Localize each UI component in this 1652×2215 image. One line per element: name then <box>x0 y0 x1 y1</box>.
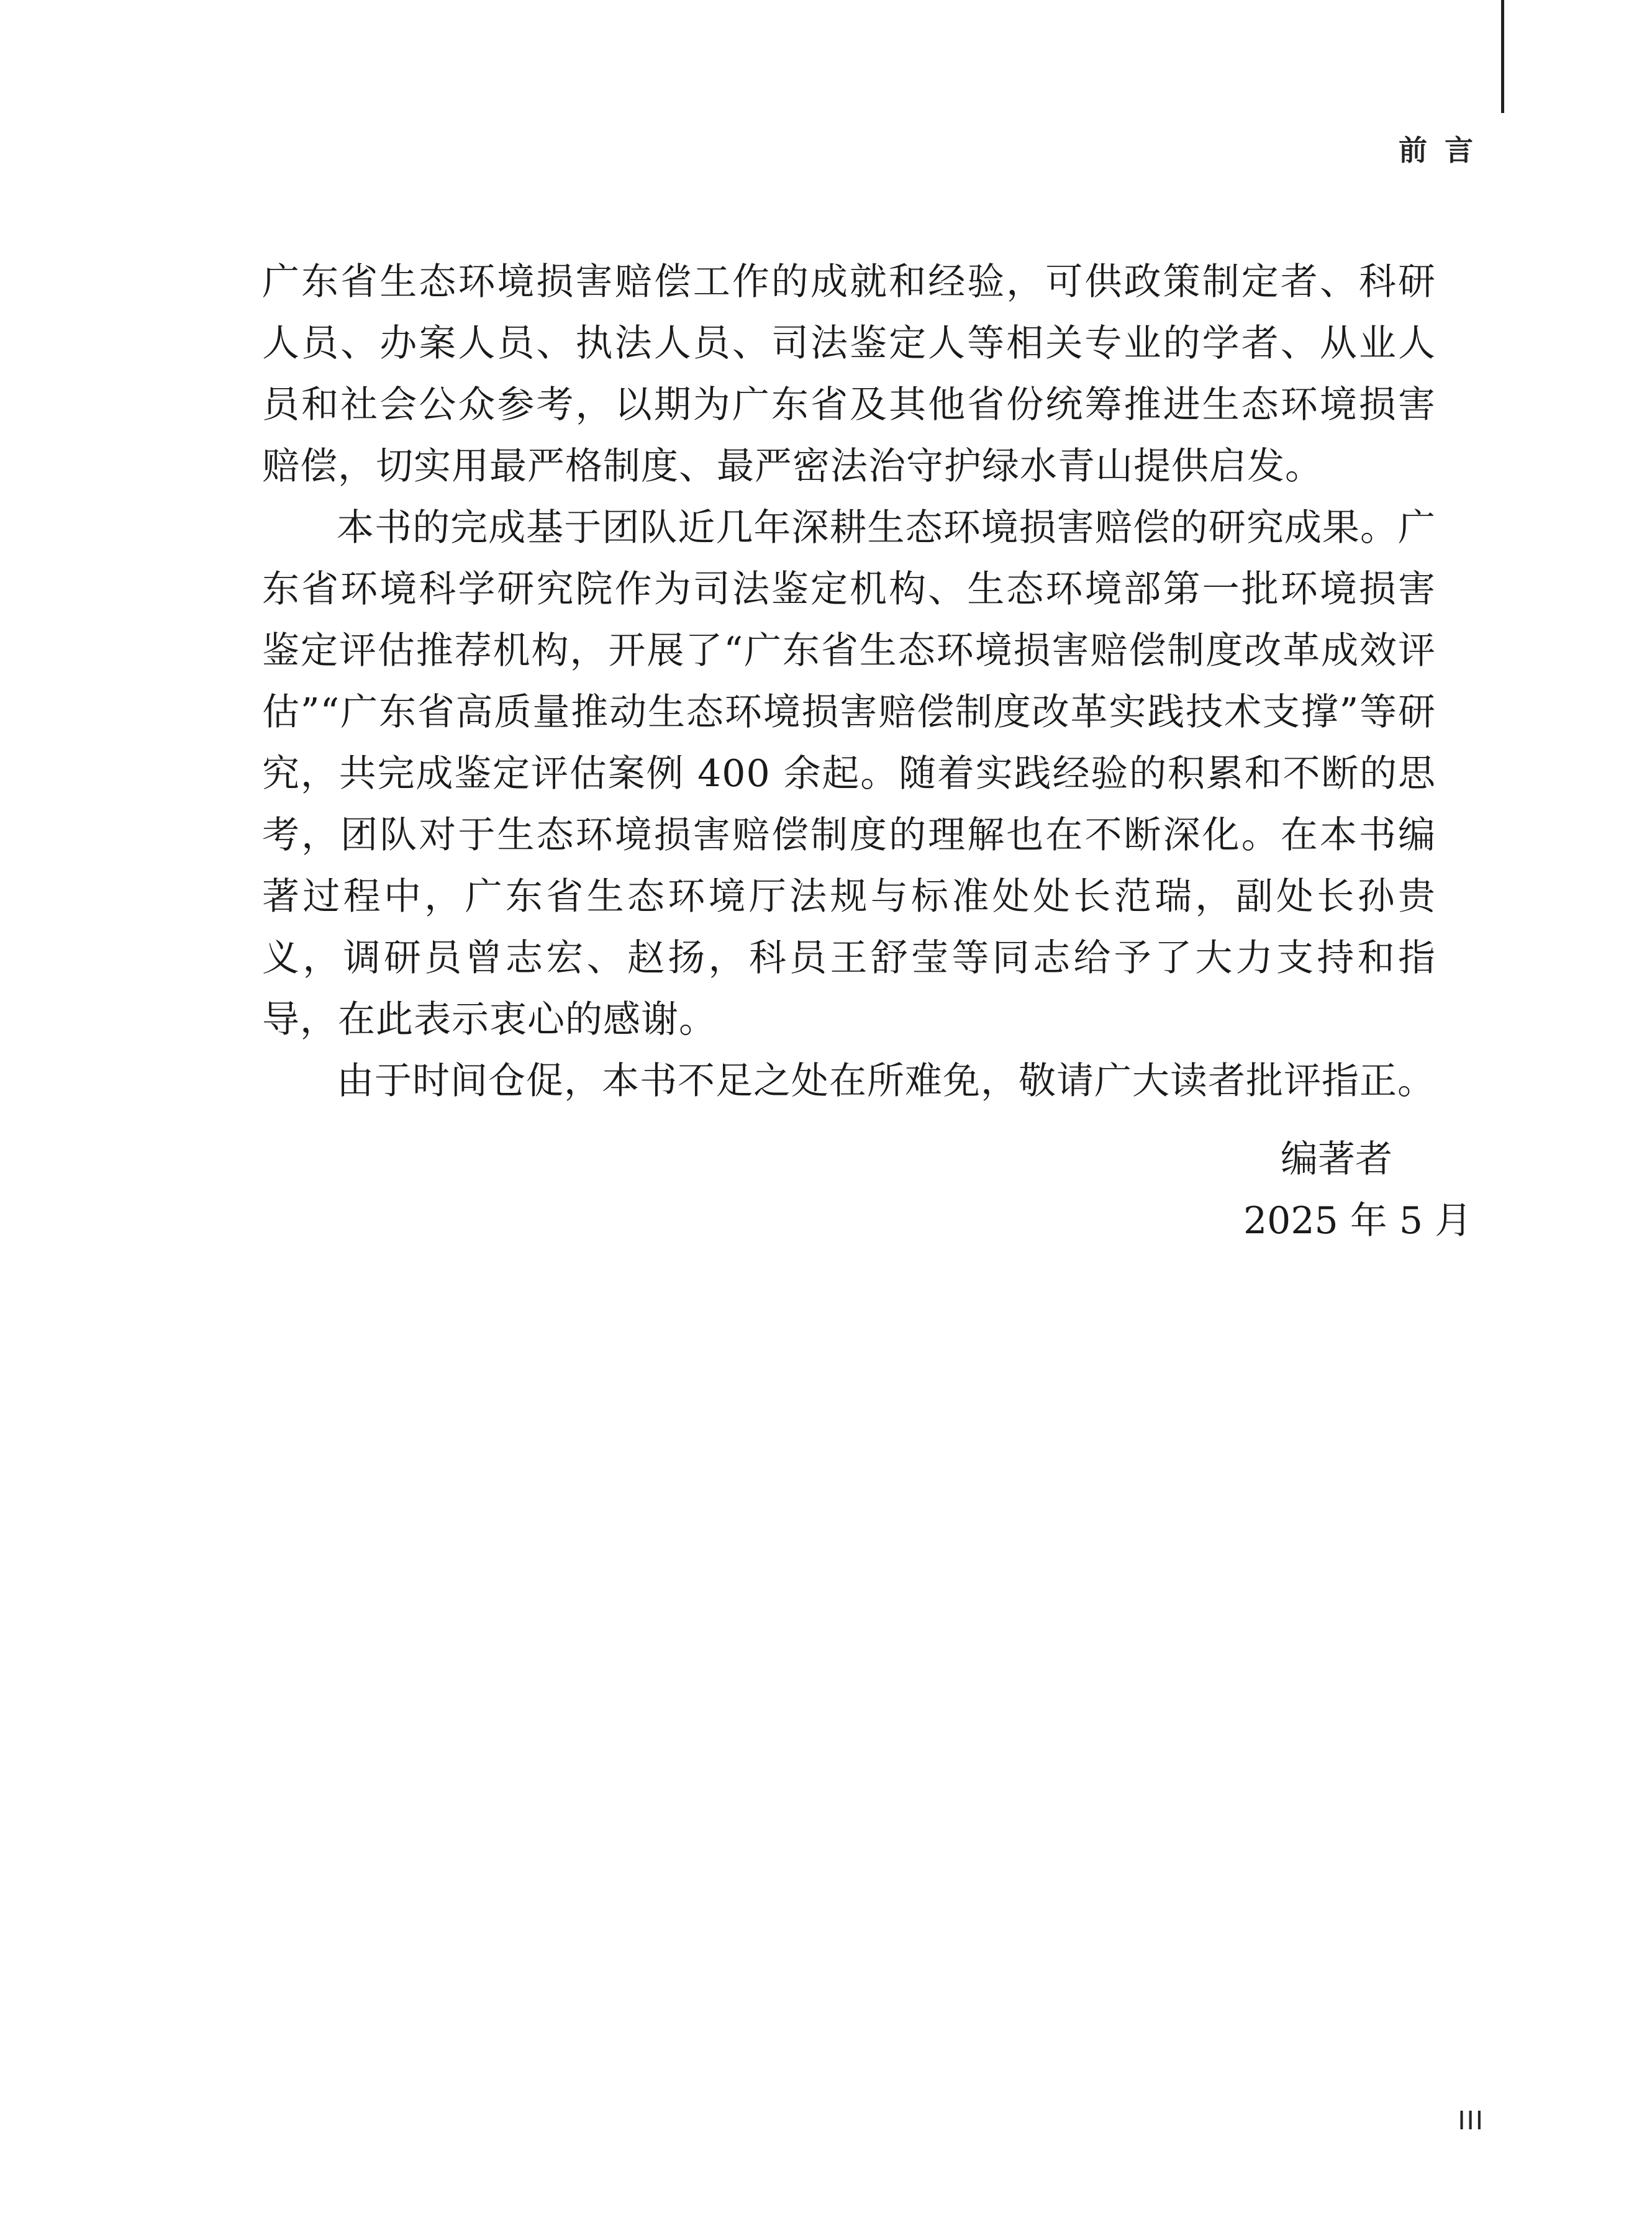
paragraph-continued: 广东省生态环境损害赔偿工作的成就和经验，可供政策制定者、科研人员、办案人员、执法人员、司法鉴定人等相关专业的学者、从业人员和社会公众参考，以期为广东省及其他省份统筹推进生态环境损害赔偿，切实用最严格制度、最严密法治守护绿水青山提供启发。 <box>262 260 1436 488</box>
body-text <box>262 251 1436 1112</box>
header-vertical-rule <box>1501 0 1504 113</box>
paragraph-acknowledgement: 本书的完成基于团队近几年深耕生态环境损害赔偿的研究成果。广东省环境科学研究院作为司法鉴定机构、生态环境部第一批环境损害鉴定评估推荐机构，开展了“广东省生态环境损害赔偿制度改革成效评估”“广东省高质量推动生态环境损害赔偿制度改革实践技术支撑”等研究，共完成鉴定评估案例 400 余起。随着实践经验的积累和不断的思考，团队对于生态环境损害赔偿制度的理解也在不断深化。在本书编著过程中，广东省生态环境厅法规与标准处处长范瑞，副处长孙贵义，调研员曾志宏、赵扬，科员王舒莹等同志给予了大力支持和指导，在此表示衷心的感谢。 <box>262 506 1436 1041</box>
signature-author: 编著者 <box>1281 1138 1392 1181</box>
signature-block <box>1243 1129 1473 1252</box>
paragraph-closing: 由于时间仓促，本书不足之处在所难免，敬请广大读者批评指正。 <box>337 1059 1435 1103</box>
signature-date: 2025 年 5 月 <box>1243 1199 1473 1243</box>
running-head-title: 前言 <box>1399 134 1491 167</box>
page-number: III <box>1458 2105 1484 2136</box>
